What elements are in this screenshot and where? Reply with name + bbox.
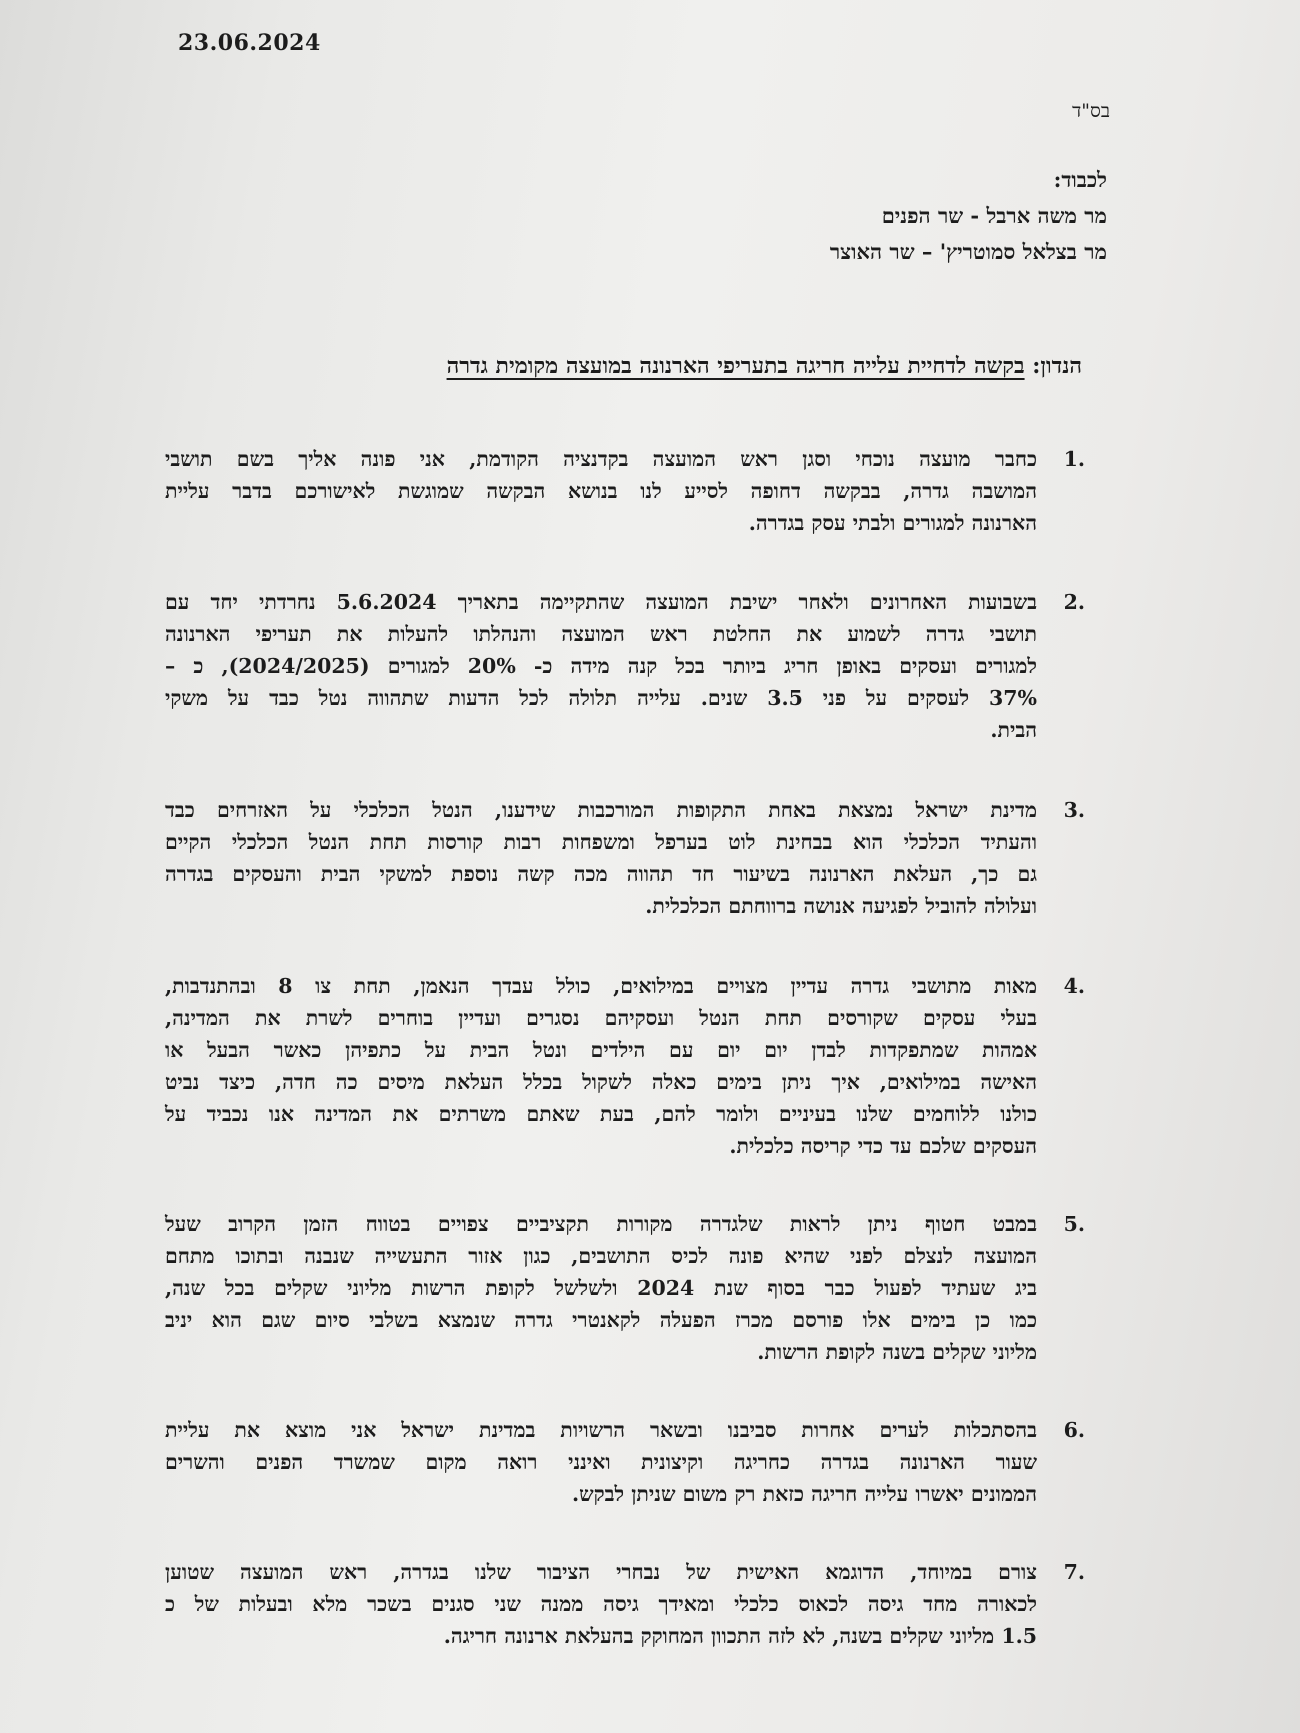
item-3 xyxy=(165,794,1085,922)
item-line: במבט חטוף ניתן לראות שלגדרה מקורות תקציביים צפויים בטווח הזמן הקרוב שעל xyxy=(165,1212,1037,1236)
item-line: למגורים ועסקים באופן חריג ביותר בכל קנה מידה כ- 20% למגורים (2024/2025), כ – xyxy=(165,654,1037,678)
item-5 xyxy=(165,1208,1085,1368)
addressee-block xyxy=(830,162,1107,270)
item-6 xyxy=(165,1414,1085,1510)
item-number: 4. xyxy=(1063,974,1085,998)
item-line: הבית. xyxy=(990,718,1037,742)
item-line: מדינת ישראל נמצאת באחת התקופות המורכבות שידענו, הנטל הכלכלי על האזרחים כבד xyxy=(165,798,1037,822)
item-line: כולנו ללוחמים שלנו בעיניים ולומר להם, בעת שאתם משרתים את המדינה אנו נכביד על xyxy=(165,1102,1037,1126)
item-line: שעור הארנונה בגדרה כחריגה וקיצונית ואינני רואה מקום שמשרד הפנים והשרים xyxy=(165,1450,1037,1474)
item-line: מליוני שקלים בשנה לקופת הרשות. xyxy=(757,1340,1037,1364)
item-line: המועצה לנצלם לפני שהיא פונה לכיס התושבים, כגון אזור התעשייה שנבנה ובתוכו מתחם xyxy=(165,1244,1037,1268)
bsd-header: בס"ד xyxy=(1072,100,1110,122)
subject-text: בקשה לדחיית עלייה חריגה בתעריפי הארנונה במועצה מקומית גדרה xyxy=(446,353,1025,379)
item-line: המושבה גדרה, בבקשה דחופה לסייע לנו בנושא הבקשה שמוגשת לאישורכם בדבר עליית xyxy=(165,479,1037,503)
item-line: בשבועות האחרונים ולאחר ישיבת המועצה שהתקיימה בתאריך 5.6.2024 נחרדתי יחד עם xyxy=(165,590,1037,614)
item-4 xyxy=(165,970,1085,1162)
addressee-line-2: מר בצלאל סמוטריץ' – שר האוצר xyxy=(829,239,1107,264)
item-line: אמהות שמתפקדות לבדן יום יום עם הילדים ונטל הבית על כתפיהן כאשר הבעל או xyxy=(165,1038,1037,1062)
item-line: הממונים יאשרו עלייה חריגה כזאת רק משום שניתן לבקש. xyxy=(571,1482,1037,1506)
item-line: 1.5 מליוני שקלים בשנה, לא לזה התכוון המחוקק בהעלאת ארנונה חריגה. xyxy=(443,1624,1037,1648)
item-line: ביג שעתיד לפעול כבר בסוף שנת 2024 ולשלשל לקופת הרשות מליוני שקלים בכל שנה, xyxy=(165,1276,1037,1300)
subject-line xyxy=(447,353,1082,379)
item-line: בעלי עסקים שקורסים תחת הנטל ועסקיהם נסגרים ועדיין בוחרים לשרת את המדינה, xyxy=(165,1006,1037,1030)
item-line: והעתיד הכלכלי הוא בבחינת לוט בערפל ומשפחות רבות קורסות תחת הנטל הכלכלי הקיים xyxy=(165,830,1037,854)
subject-label: הנדון: xyxy=(1032,353,1082,379)
item-number: 3. xyxy=(1063,798,1085,822)
item-line: הארנונה למגורים ולבתי עסק בגדרה. xyxy=(748,511,1037,535)
item-line: ועלולה להוביל לפגיעה אנושה ברווחתם הכלכלית. xyxy=(645,894,1037,918)
item-line: כחבר מועצה נוכחי וסגן ראש המועצה בקדנציה הקודמת, אני פונה אליך בשם תושבי xyxy=(165,447,1037,471)
addressee-line-1: מר משה ארבל - שר הפנים xyxy=(881,203,1107,228)
item-line: האישה במילואים, איך ניתן בימים כאלה לשקול בכלל העלאת מיסים כה חדה, כיצד נביט xyxy=(165,1070,1037,1094)
item-line: תושבי גדרה לשמוע את החלטת ראש המועצה והנהלתו להעלות את תעריפי הארנונה xyxy=(165,622,1037,646)
numbered-items xyxy=(165,443,1085,1652)
item-number: 6. xyxy=(1063,1418,1085,1442)
letter-date: 23.06.2024 xyxy=(178,30,321,56)
item-number: 2. xyxy=(1063,590,1085,614)
item-line: בהסתכלות לערים אחרות סביבנו ובשאר הרשויות במדינת ישראל אני מוצא את עליית xyxy=(165,1418,1037,1442)
item-line: כמו כן בימים אלו פורסם מכרז הפעלה לקאנטרי גדרה שנמצא בשלבי סיום שגם הוא יניב xyxy=(165,1308,1037,1332)
item-2 xyxy=(165,586,1085,746)
item-line: צורם במיוחד, הדוגמא האישית של נבחרי הציבור שלנו בגדרה, ראש המועצה שטוען xyxy=(165,1560,1037,1584)
item-1 xyxy=(165,443,1085,539)
item-number: 7. xyxy=(1063,1560,1085,1584)
item-line: 37% לעסקים על פני 3.5 שנים. עלייה תלולה לכל הדעות שתהווה נטל כבד על משקי xyxy=(165,686,1037,710)
item-line: גם כך, העלאת הארנונה בשיעור חד תהווה מכה קשה נוספת למשקי הבית והעסקים בגדרה xyxy=(165,862,1037,886)
item-line: העסקים שלכם עד כדי קריסה כלכלית. xyxy=(729,1134,1037,1158)
item-line: מאות מתושבי גדרה עדיין מצויים במילואים, כולל עבדך הנאמן, תחת צו 8 ובהתנדבות, xyxy=(165,974,1037,998)
item-number: 5. xyxy=(1063,1212,1085,1236)
item-7 xyxy=(165,1556,1085,1652)
item-line: לכאורה מחד גיסה לכאוס כלכלי ומאידך גיסה ממנה שני סגנים בשכר מלא ובעלות של כ xyxy=(165,1592,1037,1616)
item-number: 1. xyxy=(1063,447,1085,471)
addressee-title: לכבוד: xyxy=(1053,167,1107,192)
